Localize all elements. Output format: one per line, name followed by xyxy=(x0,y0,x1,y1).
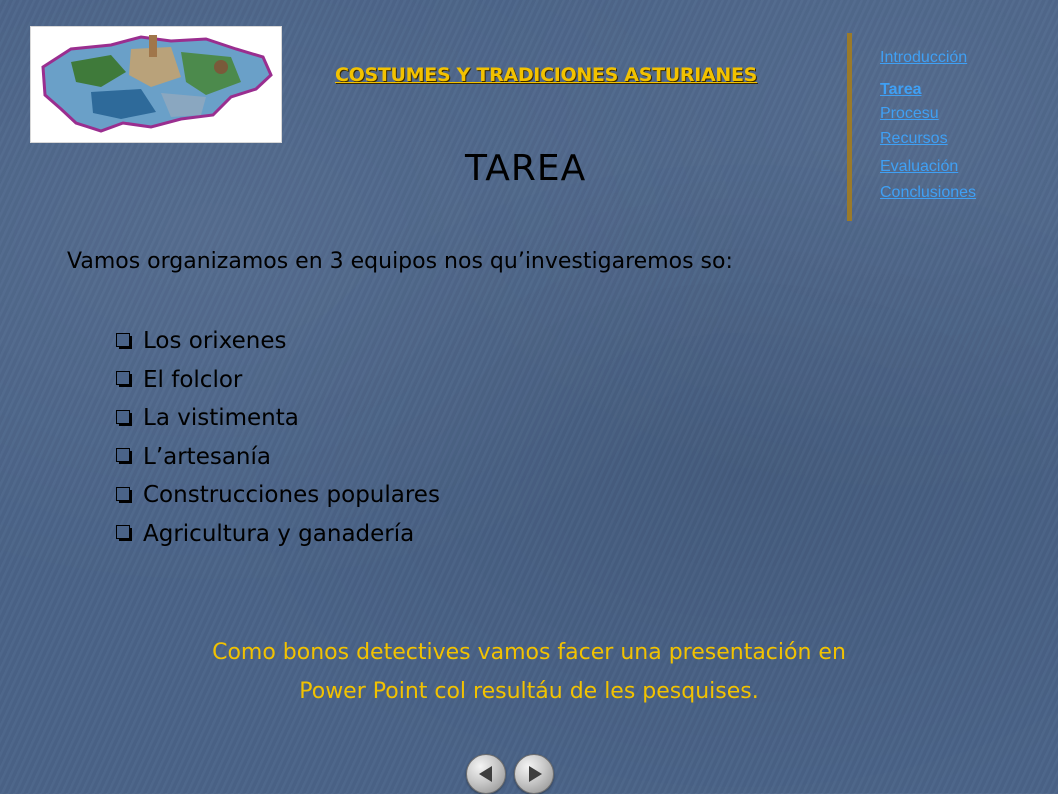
checkbox-bullet-icon xyxy=(116,333,133,350)
slide-navigation xyxy=(466,754,554,794)
checkbox-bullet-icon xyxy=(116,371,133,388)
topic-list xyxy=(116,322,440,553)
navigation-menu xyxy=(880,50,976,201)
arrow-left-icon xyxy=(479,766,492,782)
list-item xyxy=(116,476,440,515)
list-item-label: Los orixenes xyxy=(143,328,287,355)
list-item-label: Construcciones populares xyxy=(143,482,440,509)
nav-link-conclusiones[interactable]: Conclusiones xyxy=(880,184,977,201)
list-item xyxy=(116,399,440,438)
checkbox-bullet-icon xyxy=(116,410,133,427)
next-slide-button[interactable] xyxy=(514,754,554,794)
arrow-right-icon xyxy=(529,766,542,782)
previous-slide-button[interactable] xyxy=(466,754,506,794)
nav-divider xyxy=(847,33,852,221)
nav-link-procesu[interactable]: Procesu xyxy=(880,105,939,122)
header-title: COSTUMES Y TRADICIONES ASTURIANES xyxy=(335,64,758,86)
checkbox-bullet-icon xyxy=(116,525,133,542)
checkbox-bullet-icon xyxy=(116,448,133,465)
closing-line-1: Como bonos detectives vamos facer una presentación en xyxy=(212,640,846,665)
list-item xyxy=(116,438,440,477)
nav-link-tarea[interactable]: Tarea xyxy=(880,81,922,98)
list-item xyxy=(116,361,440,400)
list-item-label: Agricultura y ganadería xyxy=(143,520,415,547)
intro-text: Vamos organizamos en 3 equipos nos qu’investigaremos so: xyxy=(67,249,733,274)
list-item-label: El folclor xyxy=(143,366,243,393)
closing-line-2: Power Point col resultáu de les pesquises. xyxy=(299,679,759,704)
nav-link-introduccion[interactable]: Introducción xyxy=(880,49,968,66)
list-item xyxy=(116,322,440,361)
nav-link-evaluacion[interactable]: Evaluación xyxy=(880,158,959,175)
list-item-label: La vistimenta xyxy=(143,405,299,432)
closing-text xyxy=(0,633,1058,711)
list-item-label: L’artesanía xyxy=(143,443,271,470)
slide-title: TAREA xyxy=(465,148,587,189)
list-item xyxy=(116,515,440,554)
asturias-map-logo xyxy=(30,26,282,143)
checkbox-bullet-icon xyxy=(116,487,133,504)
nav-link-recursos[interactable]: Recursos xyxy=(880,130,948,147)
